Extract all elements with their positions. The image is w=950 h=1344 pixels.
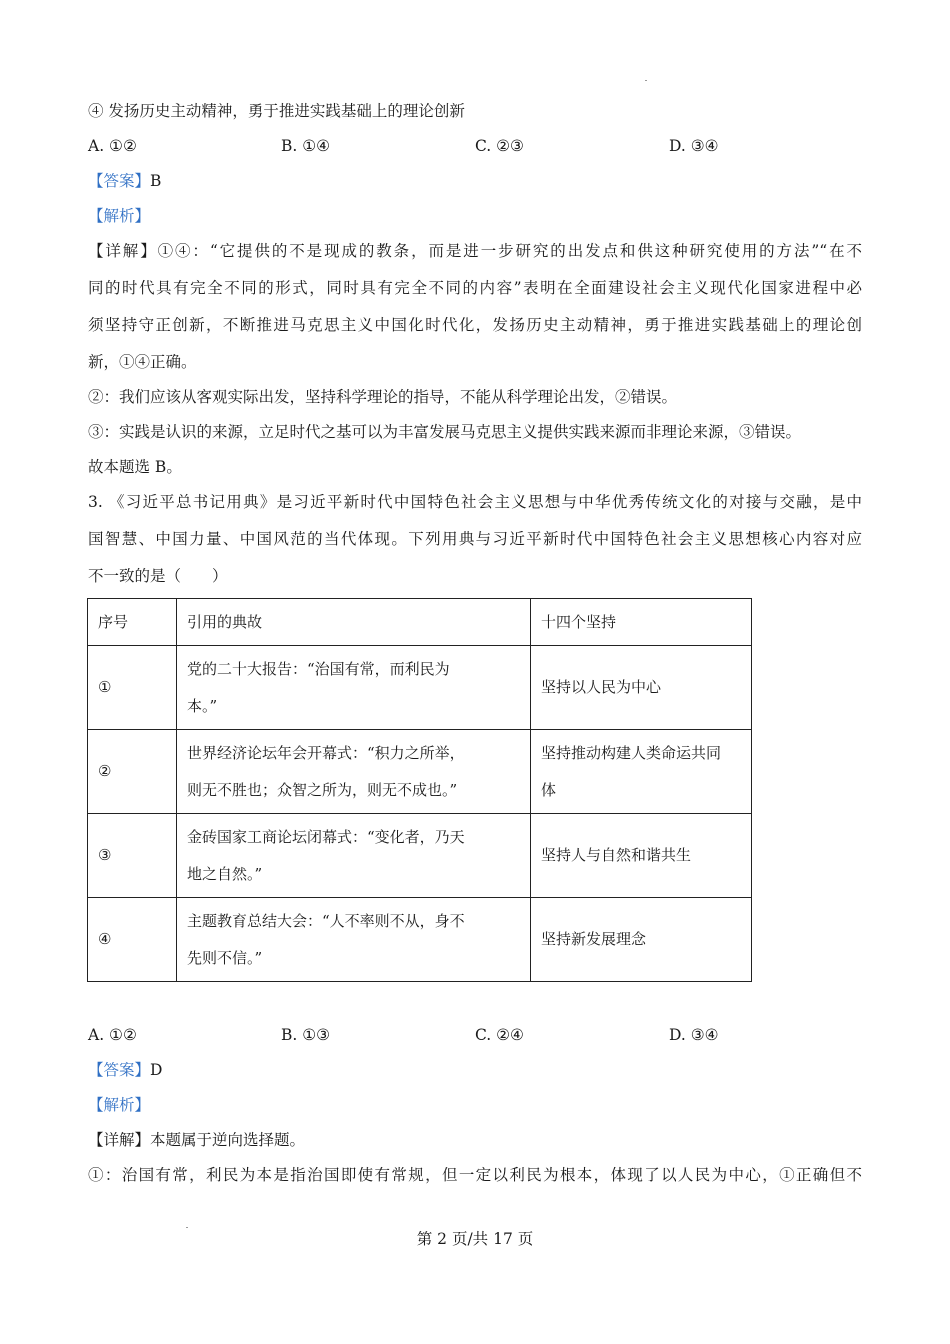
quote-cell: [177, 814, 531, 898]
q2-option-item-4: ④ 发扬历史主动精神，勇于推进实践基础上的理论创新: [88, 102, 465, 120]
table-header-row: [88, 599, 752, 646]
quote-cell: [177, 646, 531, 730]
page-footer: 第 2 页/共 17 页: [416, 1230, 534, 1248]
answer-tag: 【答案】: [88, 1061, 151, 1079]
stance-line: 体: [541, 780, 557, 799]
q2-option-c: C. ②③: [475, 137, 524, 155]
row-number: ③: [88, 814, 177, 898]
q3-option-b: B. ①③: [281, 1026, 331, 1044]
quote-line: 本。”: [187, 696, 218, 715]
stance-cell: [531, 814, 752, 898]
row-number: ④: [88, 898, 177, 982]
answer-tag: 【答案】: [88, 172, 151, 190]
stance-line: 坚持推动构建人类命运共同: [541, 743, 722, 762]
row-number: ②: [88, 730, 177, 814]
quote-line: 金砖国家工商论坛闭幕式：“变化者，乃天: [187, 827, 465, 846]
quote-line: 世界经济论坛年会开幕式：“积力之所举，: [187, 743, 465, 762]
header-cell: 引用的典故: [177, 599, 531, 646]
table-row: [88, 646, 752, 730]
quote-line: 党的二十大报告：“治国有常，而利民为: [187, 659, 450, 678]
q3-answer: [88, 1060, 162, 1080]
stance-cell: [531, 730, 752, 814]
q3-stem-line: 国智慧、中国力量、中国风范的当代体现。下列用典与习近平新时代中国特色社会主义思想核心内容对应: [88, 530, 862, 548]
header-cell: 序号: [88, 599, 177, 646]
q2-detail-line: 须坚持守正创新，不断推进马克思主义中国化时代化，发扬历史主动精神，勇于推进实践基础上的理论创: [88, 316, 862, 334]
q3-detail-line: ①：治国有常，利民为本是指治国即使有常规，但一定以利民为根本，体现了以人民为中心，①正确但不: [88, 1166, 862, 1184]
quote-table: [87, 598, 752, 982]
q2-detail-line: 【详解】①④：“它提供的不是现成的教条，而是进一步研究的出发点和供这种研究使用的方法”“在不: [88, 242, 862, 260]
q2-detail-line: 新，①④正确。: [88, 353, 197, 371]
table-row: [88, 730, 752, 814]
q2-detail-line: ③：实践是认识的来源，立足时代之基可以为丰富发展马克思主义提供实践来源而非理论来源，③错误。: [88, 423, 802, 441]
table-row: [88, 898, 752, 982]
q2-option-b: B. ①④: [281, 137, 331, 155]
q2-option-d: D. ③④: [669, 137, 719, 155]
q3-option-d: D. ③④: [669, 1026, 719, 1044]
quote-line: 先则不信。”: [187, 948, 263, 967]
q3-analysis-tag: 【解析】: [88, 1096, 151, 1114]
quote-line: 主题教育总结大会：“人不率则不从，身不: [187, 911, 465, 930]
header-cell: 十四个坚持: [531, 599, 752, 646]
q2-detail-line: ②：我们应该从客观实际出发，坚持科学理论的指导，不能从科学理论出发，②错误。: [88, 388, 678, 406]
q2-detail-line: 同的时代具有完全不同的形式，同时具有完全不同的内容”表明在全面建设社会主义现代化国家进程中必: [88, 279, 862, 297]
q3-detail-line: 【详解】本题属于逆向选择题。: [88, 1131, 306, 1149]
stance-line: 坚持新发展理念: [541, 930, 647, 948]
q2-conclusion: 故本题选 B。: [88, 458, 182, 476]
stance-line: 坚持人与自然和谐共生: [541, 846, 692, 864]
quote-line: 地之自然。”: [187, 864, 263, 883]
quote-cell: [177, 898, 531, 982]
stance-line: 坚持以人民为中心: [541, 678, 662, 696]
stance-cell: [531, 646, 752, 730]
q3-stem-line: 3. 《习近平总书记用典》是习近平新时代中国特色社会主义思想与中华优秀传统文化的对接与交融，是中: [88, 493, 862, 511]
q3-stem-line: 不一致的是（ ）: [88, 567, 228, 585]
quote-line: 则无不胜也；众智之所为，则无不成也。”: [187, 780, 458, 799]
q3-option-a: A. ①②: [88, 1026, 137, 1044]
scan-dot: [645, 80, 647, 81]
q2-option-a: A. ①②: [88, 137, 137, 155]
row-number: ①: [88, 646, 177, 730]
q2-answer: [88, 171, 161, 191]
answer-value: D: [150, 1061, 163, 1079]
q3-option-c: C. ②④: [475, 1026, 524, 1044]
q2-analysis-tag: 【解析】: [88, 207, 151, 225]
quote-cell: [177, 730, 531, 814]
stance-cell: [531, 898, 752, 982]
table-row: [88, 814, 752, 898]
answer-value: B: [150, 172, 162, 190]
